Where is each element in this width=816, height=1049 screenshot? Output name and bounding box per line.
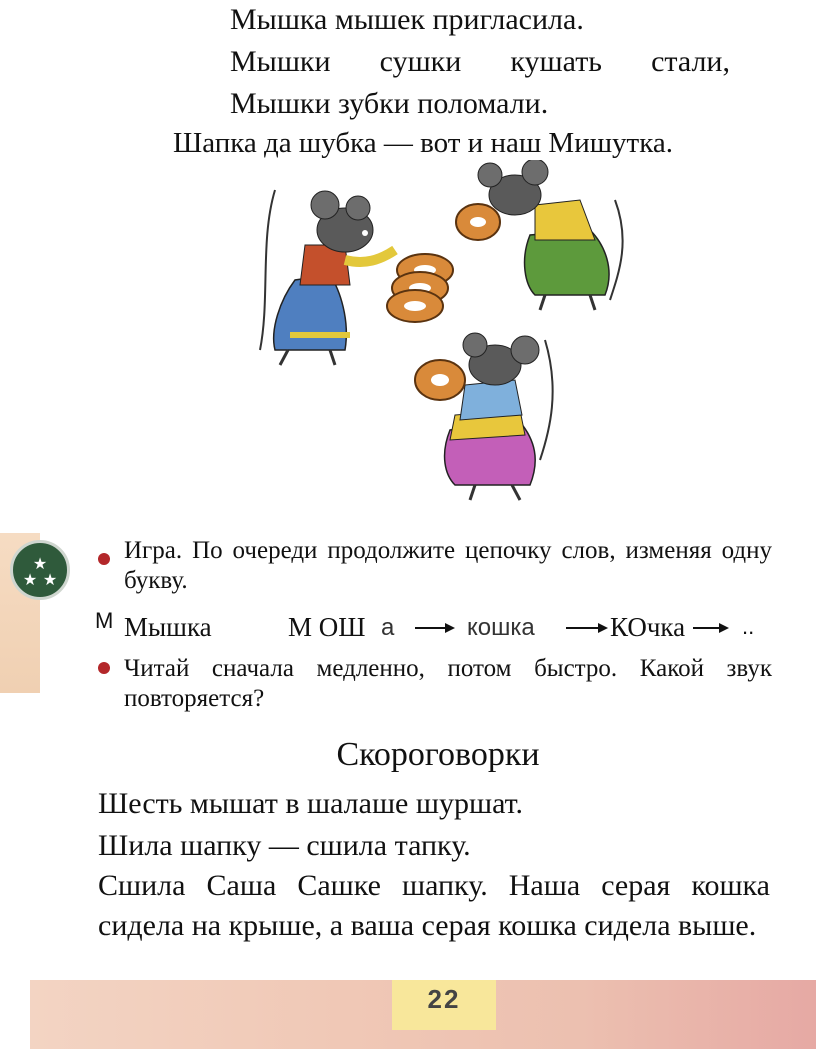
mouse-right (456, 160, 623, 310)
chain-word-2-suffix: а (381, 614, 395, 641)
arrow-icon (693, 627, 723, 629)
poem-word: стали, (651, 45, 730, 78)
poem-line-1: Мышка мышек пригласила. (230, 3, 584, 36)
page-number: 22 (427, 984, 461, 1014)
tongue-twister-2: Шила шапку — сшила тапку. (98, 829, 471, 862)
svg-text:★: ★ (42, 570, 58, 589)
poem-word: сушки (379, 45, 462, 78)
mouse-left (260, 190, 395, 365)
game-instruction: Игра. По очереди продолжите цепочку слов, изменяя одну букву. (124, 537, 772, 594)
mice-with-bagels-illustration (250, 160, 640, 505)
chain-marker: М (95, 608, 114, 633)
arrow-icon (415, 627, 449, 629)
stars-badge-icon (10, 540, 70, 600)
bullet-icon (98, 662, 110, 674)
poem-line-3: Мышки зубки поломали. (230, 87, 549, 120)
poem-line-2 (230, 42, 730, 82)
mouse-bottom (415, 333, 553, 500)
bullet-icon (98, 553, 110, 565)
tongue-twister-1: Шесть мышат в шалаше шуршат. (98, 787, 523, 820)
poem-word: кушать (510, 45, 602, 78)
poem-line-4: Шапка да шубка — вот и наш Мишутка. (173, 127, 673, 159)
svg-text:★: ★ (32, 554, 48, 573)
tongue-twister-3: Сшила Саша Сашке шапку. Наша серая кошка сидела на крыше, а ваша серая кошка сидела выше. (98, 869, 770, 942)
bagel-stack (387, 254, 453, 322)
chain-word-4: КОчка (610, 612, 686, 642)
chain-ellipsis: .. (742, 614, 755, 639)
reading-instruction: Читай сначала медленно, потом быстро. Какой звук повторяется? (124, 655, 772, 712)
svg-text:★: ★ (22, 570, 38, 589)
chain-word-3: кошка (467, 614, 535, 641)
section-title: Скороговорки (336, 736, 540, 773)
chain-word-2-prefix: М ОШ (288, 612, 366, 642)
poem-word: Мышки (230, 45, 331, 78)
arrow-icon (566, 627, 602, 629)
chain-word-1: Мышка (124, 612, 212, 642)
